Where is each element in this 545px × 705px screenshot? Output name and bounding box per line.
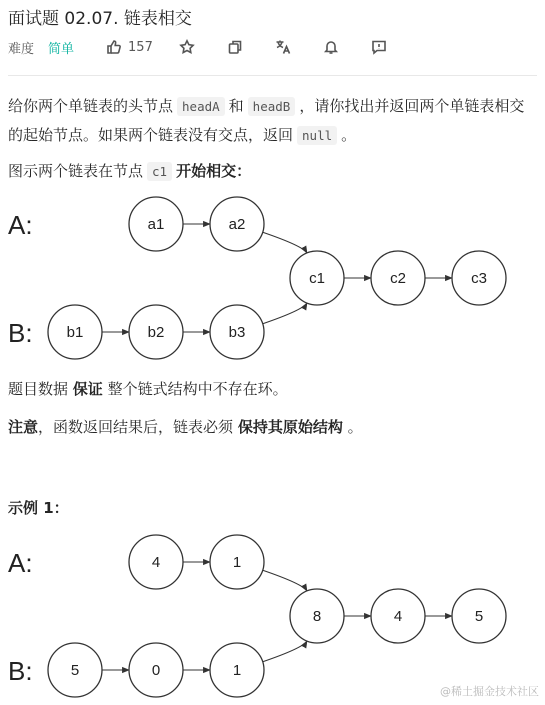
translate-icon[interactable] [275, 39, 291, 55]
list-node-b [129, 305, 183, 359]
node-label: 1 [232, 554, 242, 571]
node-label: 0 [151, 662, 161, 679]
bold-text: 注意 [8, 418, 39, 436]
edge-arrow-merge [262, 303, 307, 324]
list-node-common [452, 251, 506, 305]
page-title: 面试题 02.07. 链表相交 [8, 9, 192, 29]
list-node-b [210, 305, 264, 359]
node-label: b1 [66, 324, 84, 341]
text: 。 [341, 126, 357, 144]
node-label: a1 [147, 216, 165, 233]
code-null: null [297, 126, 337, 145]
node-label: 4 [393, 608, 403, 625]
list-node-common [452, 589, 506, 643]
list-node-a [210, 197, 264, 251]
code-headA: headA [177, 97, 225, 116]
edge-arrow-merge [262, 570, 307, 591]
share-icon[interactable] [227, 39, 243, 55]
like-count: 157 [128, 39, 153, 55]
node-label: b3 [228, 324, 246, 341]
node-label: a2 [228, 216, 246, 233]
node-label: c1 [309, 270, 325, 287]
list-node-b [48, 305, 102, 359]
text: 开始相交： [176, 162, 252, 180]
node-label: 4 [151, 554, 161, 571]
text: 图示两个链表在节点 [8, 162, 144, 180]
edge-arrow-merge [262, 641, 307, 662]
text: 。 [347, 418, 363, 436]
list-node-b [210, 643, 264, 697]
node-label: c2 [390, 270, 406, 287]
node-label: b2 [147, 324, 165, 341]
list-node-b [129, 643, 183, 697]
list-node-common [290, 589, 344, 643]
description-paragraph-1 [8, 92, 535, 150]
text: ，请你找出并返回两个单链表相交的起始节点。如果两个链表没有交点，返回 [8, 97, 525, 144]
description-paragraph-2 [8, 157, 535, 186]
thumbs-up-icon[interactable] [106, 39, 122, 55]
problem-meta-bar [8, 38, 387, 56]
bold-text: 保持其原始结构 [237, 418, 343, 436]
difficulty-label: 难度 [8, 41, 35, 57]
text: 和 [228, 97, 244, 115]
watermark: @稀土掘金技术社区 [440, 685, 539, 698]
list-a-label: A: [8, 210, 33, 240]
feedback-icon[interactable] [371, 39, 387, 55]
code-headB: headB [248, 97, 296, 116]
node-label: 5 [70, 662, 80, 679]
node-label: 1 [232, 662, 242, 679]
linked-list-diagram-1 [0, 192, 545, 362]
list-node-common [371, 251, 425, 305]
list-node-a [129, 535, 183, 589]
difficulty-badge: 简单 [48, 41, 75, 57]
list-b-label: B: [8, 318, 33, 348]
list-node-a [129, 197, 183, 251]
star-icon[interactable] [179, 39, 195, 55]
description-paragraph-3 [8, 375, 535, 403]
edge-arrow-merge [262, 232, 307, 253]
text: ，函数返回结果后，链表必须 [38, 418, 234, 436]
node-label: c3 [471, 270, 487, 287]
linked-list-diagram-2 [0, 530, 545, 700]
text: 题目数据 [8, 380, 69, 398]
text: 给你两个单链表的头节点 [8, 97, 174, 115]
description-paragraph-4 [8, 413, 535, 441]
list-node-a [210, 535, 264, 589]
node-label: 8 [312, 608, 322, 625]
list-b-label: B: [8, 656, 33, 686]
list-node-common [371, 589, 425, 643]
text: 整个链式结构中不存在环。 [107, 380, 288, 398]
example-title: 示例 1： [8, 499, 69, 517]
bell-icon[interactable] [323, 39, 339, 55]
bold-text: 保证 [72, 380, 103, 398]
node-label: 5 [474, 608, 484, 625]
divider [8, 75, 537, 76]
list-a-label: A: [8, 548, 33, 578]
list-node-common [290, 251, 344, 305]
code-c1: c1 [147, 162, 172, 181]
list-node-b [48, 643, 102, 697]
